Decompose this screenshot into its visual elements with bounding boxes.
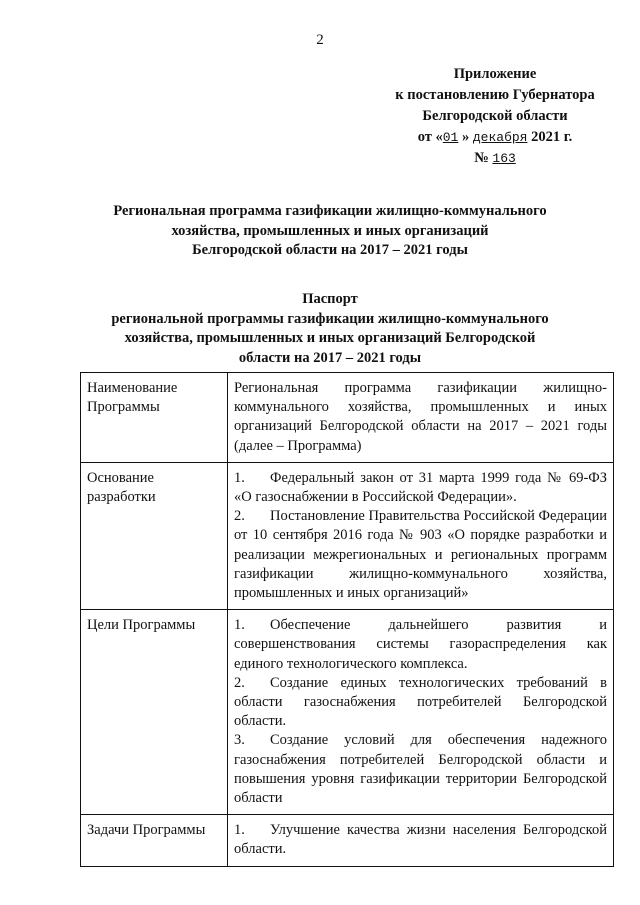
appendix-date [380,127,610,148]
appendix-block [380,64,610,169]
appendix-line: Приложение [453,66,537,82]
passport-subtitle-line: области на 2017 – 2021 годы [238,349,422,366]
date-mid: » [461,129,470,145]
table-row [81,462,614,609]
title-line: Региональная программа газификации жилищно-коммунального [113,203,547,219]
row-label: Наименование Программы [81,373,228,463]
row-value: Региональная программа газификации жилищно-коммунального хозяйства, промышленных и иных организаций Белгородской области на 2017 – 2021 годы (далее – Программа) [228,373,614,463]
item-text: Постановление Правительства Российской Федерации от 10 сентября 2016 года № 903 «О порядке разработки и реализации межрегиональных и региональных программ газификации жилищно-коммунального хозяйства, промышленных и иных организаций» [234,508,607,602]
table-row [81,610,614,815]
passport-table [80,372,614,867]
passport-subtitle-line: региональной программы газификации жилищно-коммунального [111,310,549,327]
item-number: 2. [234,674,245,691]
item-text: Обеспечение дальнейшего развития и совершенствования системы газораспределения как единого технологического комплекса. [234,617,607,672]
title-line: Белгородской области на 2017 – 2021 годы [192,242,468,258]
date-year: 2021 г. [531,129,573,145]
list-item [234,731,607,808]
row-label: Цели Программы [81,610,228,815]
item-text: Создание условий для обеспечения надежного газоснабжения потребителей Белгородской области и повышения уровня газификации территории Белгородской области [234,732,607,807]
table-row [81,815,614,866]
item-number: 1. [234,822,245,839]
date-month: декабря [472,130,528,145]
page-number: 2 [316,32,324,48]
item-number: 3. [234,732,245,749]
item-text: Федеральный закон от 31 марта 1999 года № 69-ФЗ «О газоснабжении в Российской Федерации». [234,469,607,506]
item-number: 1. [234,617,245,634]
row-label: Задачи Программы [81,815,228,866]
row-label: Основание разработки [81,462,228,609]
item-number: 1. [234,469,245,486]
list-item [234,674,607,732]
title-line: хозяйства, промышленных и иных организаций [171,222,489,239]
appendix-number [380,148,610,169]
date-day: 01 [442,130,459,145]
row-value [228,610,614,815]
passport-heading [90,290,570,368]
list-item [234,616,607,674]
appendix-line: Белгородской области [422,108,568,124]
passport-subtitle-line: хозяйства, промышленных и иных организаций Белгородской [124,330,536,346]
date-prefix: от « [417,129,443,145]
number-value: 163 [492,151,516,166]
item-text: Создание единых технологических требований в области газоснабжения потребителей Белгородской области. [234,674,607,730]
row-value [228,462,614,609]
list-item [234,821,607,859]
passport-title: Паспорт [302,291,358,307]
number-prefix: № [474,150,489,166]
list-item [234,469,607,507]
appendix-line: к постановлению Губернатора [395,87,595,103]
table-row [81,373,614,463]
document-title [80,202,580,261]
row-value [228,815,614,866]
item-number: 2. [234,508,245,525]
item-text: Улучшение качества жизни населения Белгородской области. [234,822,607,858]
list-item [234,507,607,603]
